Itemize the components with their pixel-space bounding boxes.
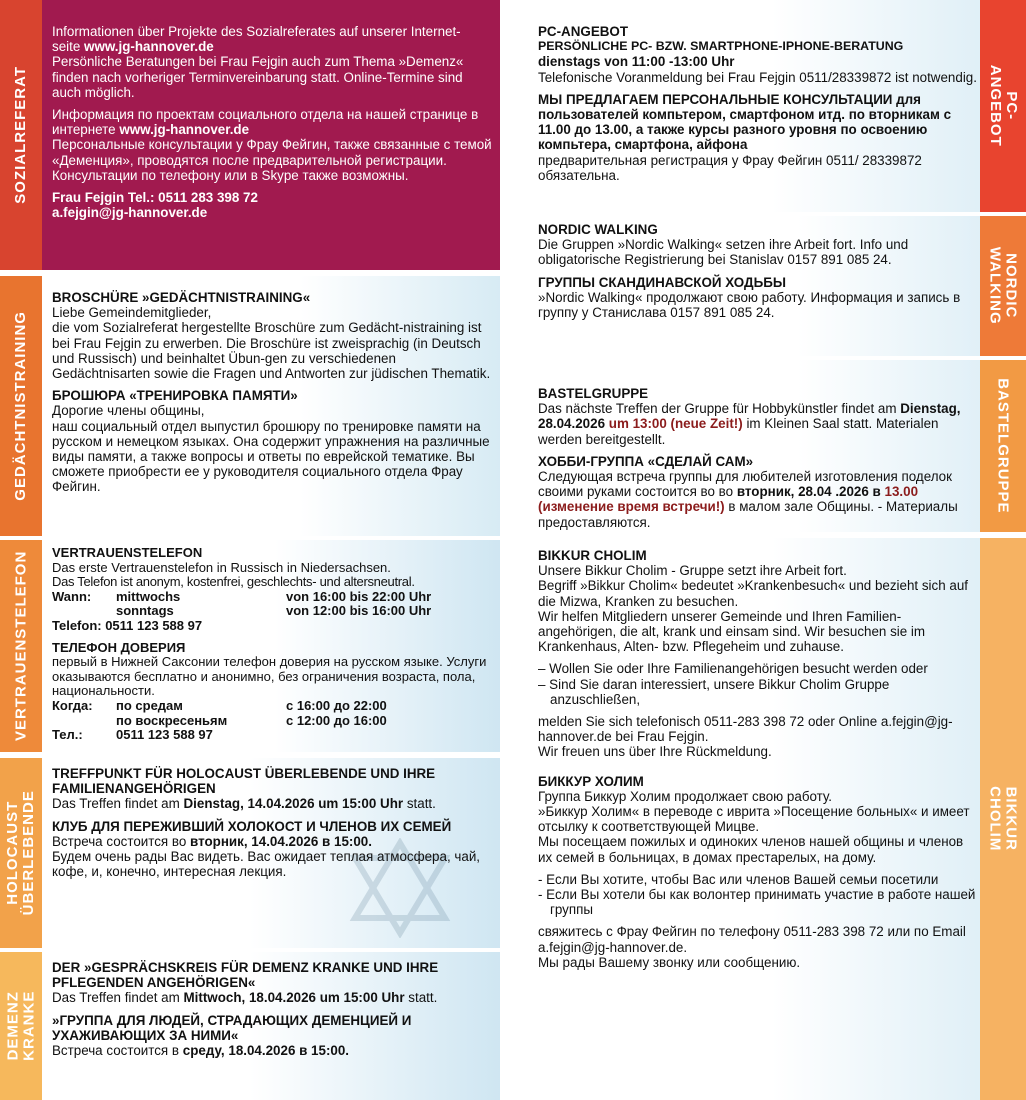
- pc-body: PC-ANGEBOT PERSÖNLICHE PC- BZW. SMARTPHONE-IPHONE-BERATUNG dienstags von 11:00 -13:00 Uhr Telefonische Voranmeldung bei Frau Fejgin 0511/28339872 ist notwendig. МЫ ПРЕДЛАГАЕМ ПЕРСОНАЛЬНЫЕ КОНСУЛЬТАЦИИ для пользователей компьтером, смартфоном итд. по вторникам с 11.00 до 13.00, а также курсы разного уровня по освоению компьтера, смартфона, айфона предварительная регистрация у Фрау Фейгин 0511/ 28339872 обязательна.: [538, 24, 977, 183]
- section-vertrauenstelefon: [0, 540, 500, 752]
- holocaust-body: TREFFPUNKT FÜR HOLOCAUST ÜBERLEBENDE UND IHRE FAMILIENANGEHÖRIGEN Das Treffen findet am Dienstag, 14.04.2026 um 15:00 Uhr statt. КЛУБ ДЛЯ ПЕРЕЖИВШИЙ ХОЛОКОСТ И ЧЛЕНОВ ИХ СЕМЕЙ Встреча состоится во вторник, 14.04.2026 в 15:00. Будем очень рады Вас видеть. Вас ожидает теплая атмосфера, чай, кофе, и, конечно, интересная лекция.: [52, 766, 481, 880]
- section-gedaechtnistraining: [0, 276, 500, 536]
- bastel-body: BASTELGRUPPE Das nächste Treffen der Gruppe für Hobbykünstler findet am Dienstag, 28.04.2026 um 13:00 (neue Zeit!) im Kleinen Saal statt. Materialen werden bereitgestellt. ХОББИ-ГРУППА «СДЕЛАЙ САМ» Следующая встреча группы для любителей изготовления поделок своими руками состоится во во вторник, 28.04 .2026 в 13.00 (изменение время встречи!) в малом зале Общины. - Материалы предоставляются.: [538, 386, 961, 530]
- vertrauen-body: VERTRAUENSTELEFON Das erste Vertrauenstelefon in Russisch in Niedersachsen. Das Telefon ist anonym, kostenfrei, geschlechts- und altersneutral. Wann: mittwochs von 16:00 bis 22:00 Uhr sonntags von 12:00 bis 16:00 Uhr Telefon: 0511 123 588 97 ТЕЛЕФОН ДОВЕРИЯ первый в Нижней Саксонии телефон доверия на русском языке. Услуги оказываются бесплатно и анонимно, без ограничения возраста, пола, национальности. Когда: по средам с 16:00 до 22:00 по воскресеньям с 12:00 до 16:00 Тел.: 0511 123 588 97: [52, 545, 487, 743]
- tab-gedaechtnistraining: GEDÄCHTNISTRAINING: [0, 276, 42, 536]
- tab-bikkur-cholim: BIKKUR CHOLIM: [980, 538, 1026, 1100]
- tab-sozialreferat: SOZIALREFERAT: [0, 0, 42, 270]
- tab-pc-angebot: PC-ANGEBOT: [980, 0, 1026, 212]
- gedaechtnis-body: BROSCHÜRE »GEDÄCHTNISTRAINING« Liebe Gemeindemitglieder, die vom Sozialreferat hergestellte Broschüre zum Gedächt-nistraining ist bei Frau Fejgin zu erwerben. Die Broschüre ist zweisprachig (in Deutsch und Russisch) und beinhaltet Übun-gen zu verschiedenen Gedächtnisarten sowie die Fragen und Antworten zur jüdischen Thematik. БРОШЮРА «ТРЕНИРОВКА ПАМЯТИ» Дорогие члены общины, наш социальный отдел выпустил брошюру по тренировке памяти на русском и немецком языках. Она содержит упражнения на различные виды памяти, а также вопросы и ответы по еврейской тематике. Вы сможете приобрести ее у руководителя социального отдела Фрау Фейгин.: [52, 290, 491, 495]
- section-nordic-walking: [518, 216, 1026, 356]
- tab-demenz: DEMENZ KRANKE: [0, 952, 42, 1100]
- tab-nordic-walking: NORDIC WALKING: [980, 216, 1026, 356]
- nordic-body: NORDIC WALKING Die Gruppen »Nordic Walking« setzen ihre Arbeit fort. Info und obligatorische Registrierung bei Stanislav 0157 891 085 24. ГРУППЫ СКАНДИНАВСКОЙ ХОДЬБЫ »Nordic Walking« продолжают свою работу. Информация и запись в группу у Станислава 0157 891 085 24.: [538, 222, 961, 321]
- right-column: [518, 0, 1026, 1100]
- section-sozialreferat: [0, 0, 500, 270]
- tab-holocaust: HOLOCAUST ÜBERLEBENDE: [0, 758, 42, 948]
- section-demenz: [0, 952, 500, 1100]
- bikkur-body: BIKKUR CHOLIM Unsere Bikkur Cholim - Gruppe setzt ihre Arbeit fort. Begriff »Bikkur Cholim« bedeutet »Krankenbesuch« und bezieht sich auf die Mizwa, Kranken zu besuchen. Wir helfen Mitgliedern unserer Gemeinde und Ihren Familien-angehörigen, die alt, krank und einsam sind. Wir besuchen sie im Krankenhaus, Alten- bzw. Pflegeheim und zuhause. – Wollen Sie oder Ihre Familienangehörigen besucht werden oder – Sind Sie daran interessiert, unsere Bikkur Cholim Gruppe anzuschließen, melden Sie sich telefonisch 0511-283 398 72 oder Online a.fejgin@jg-hannover.de bei Frau Fejgin. Wir freuen uns über Ihre Rückmeldung. БИККУР ХОЛИМ Группа Биккур Холим продолжает свою работу. »Биккур Холим« в переводе с иврита »Посещение больных« и имеет отсылку к соответствующей Мицве. Мы посещаем пожилых и одиноких членов нашей общины и членов их семей в больницах, в домах престарелых, на дому. - Если Вы хотите, чтобы Вас или членов Вашей семьи посетили - Если Вы хотели бы как волонтер принимать участие в работе нашей группы свяжитесь с Фрау Фейгин по телефону 0511-283 398 72 или по Email a.fejgin@jg-hannover.de. Мы рады Вашему звонку или сообщению.: [538, 548, 976, 970]
- demenz-body: DER »GESPRÄCHSKREIS FÜR DEMENZ KRANKE UND IHRE PFLEGENDEN ANGEHÖRIGEN« Das Treffen findet am Mittwoch, 18.04.2026 um 15:00 Uhr statt. »ГРУППА ДЛЯ ЛЮДЕЙ, СТРАДАЮЩИХ ДЕМЕНЦИЕЙ И УХАЖИВАЮЩИХ ЗА НИМИ« Встреча состоится в среду, 18.04.2026 в 15:00.: [52, 960, 439, 1059]
- section-bastelgruppe: [518, 360, 1026, 532]
- left-column: [0, 0, 500, 1100]
- section-bikkur-cholim: [518, 538, 1026, 1100]
- section-pc-angebot: [518, 0, 1026, 212]
- sozialreferat-body: Informationen über Projekte des Sozialreferates auf unserer Internet- seite www.jg-hannover.de Persönliche Beratungen bei Frau Fejgin auch zum Thema »Demenz« finden nach vorheriger Terminvereinbarung statt. Online-Termine sind auch möglich. Информация по проектам социального отдела на нашей странице в интернете www.jg-hannover.de Персональные консультации у Фрау Фейгин, также связанные с темой «Деменция», проводятся после предварительной регистрации. Консультации по телефону или в Skype также возможны. Frau Fejgin Tel.: 0511 283 398 72 a.fejgin@jg-hannover.de: [52, 24, 492, 221]
- section-holocaust: [0, 758, 500, 948]
- tab-vertrauenstelefon: VERTRAUENSTELEFON: [0, 540, 42, 752]
- tab-bastelgruppe: BASTELGRUPPE: [980, 360, 1026, 532]
